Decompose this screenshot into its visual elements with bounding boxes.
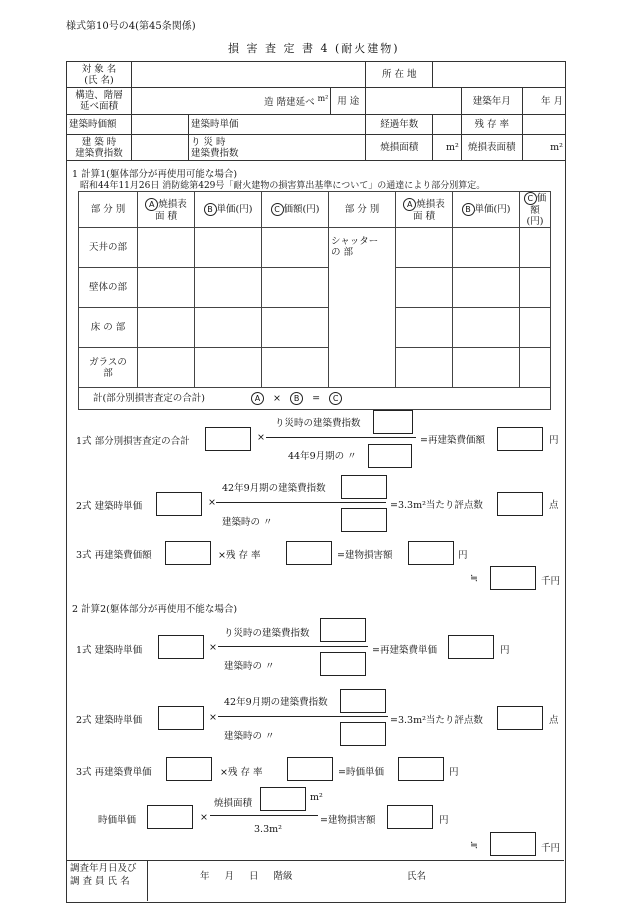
f2-num-box[interactable] xyxy=(341,475,387,499)
f3-input[interactable] xyxy=(165,541,211,565)
f3-rate-box[interactable] xyxy=(286,541,332,565)
c2f3-rate-box[interactable] xyxy=(287,757,333,781)
yen-label: 円 xyxy=(500,645,510,656)
built-cost-index-field[interactable] xyxy=(132,135,189,161)
c2f2-label: 2式 建築時単価 xyxy=(76,715,143,726)
point-label: 点 xyxy=(549,715,559,726)
built-cost-index-label: 建 築 時 建築費指数 xyxy=(67,135,132,161)
cell[interactable] xyxy=(453,228,520,268)
c2f2-fraction-line xyxy=(218,716,388,717)
yen-label: 円 xyxy=(458,550,468,561)
residual-rate-label: 残 存 率 xyxy=(461,115,522,135)
c2f4-approx-box[interactable] xyxy=(490,832,536,856)
cell[interactable] xyxy=(195,348,262,388)
part-shutter: シャッター の 部 xyxy=(329,228,396,388)
col-unit-price-r: B 単価(円) xyxy=(453,192,520,228)
cell[interactable] xyxy=(396,308,453,348)
footer-divider xyxy=(147,860,148,901)
c2f3-mid: ×残 存 率 xyxy=(220,767,263,778)
calc1-note: 昭和44年11月26日 消防総第429号「耐火建物の損害算出基準について」の通達により部分別算定。 xyxy=(80,181,486,191)
form-number: 様式第10号の4(第45条関係) xyxy=(66,21,196,32)
col-area: A 焼損表 面 積 xyxy=(138,192,195,228)
footer-line xyxy=(66,860,564,861)
f1-den-box[interactable] xyxy=(368,444,412,468)
built-unit-price-label: 建築時単価 xyxy=(189,115,366,135)
location-label: 所 在 地 xyxy=(366,62,433,88)
page-title: 損 害 査 定 書 4 (耐火建物) xyxy=(228,42,400,55)
c2f2-num-box[interactable] xyxy=(340,689,386,713)
c2f4-label: 時価単価 xyxy=(98,815,137,826)
cell[interactable] xyxy=(195,268,262,308)
c2f1-result-box[interactable] xyxy=(448,635,494,659)
f1-fraction-line xyxy=(266,437,416,438)
c2f4-result: =建物損害額 xyxy=(320,815,376,826)
c2f1-num-box[interactable] xyxy=(320,618,366,642)
col-value: C 価額(円) xyxy=(262,192,329,228)
burned-area-label: 焼損面積 xyxy=(366,135,433,161)
part-glass: ガラスの 部 xyxy=(79,348,138,388)
thousand-yen-label: 千円 xyxy=(541,843,561,854)
c2f3-label: 3式 再建築費単価 xyxy=(76,767,152,778)
f2-num: 42年9月期の建築費指数 xyxy=(222,483,326,494)
c2f1-den: 建築時の 〃 xyxy=(224,661,275,672)
part-floor: 床 の 部 xyxy=(79,308,138,348)
c2f3-input[interactable] xyxy=(166,757,212,781)
cell[interactable] xyxy=(453,268,520,308)
top-info-table xyxy=(66,61,566,161)
thousand-yen-label: 千円 xyxy=(541,576,561,587)
cell[interactable] xyxy=(195,228,262,268)
c2f1-result: =再建築費単価 xyxy=(372,645,437,656)
cell[interactable] xyxy=(262,308,329,348)
f3-label: 3式 再建築費価額 xyxy=(76,550,152,561)
cell[interactable] xyxy=(138,228,195,268)
f2-result-box[interactable] xyxy=(497,492,543,516)
c2f3-result-box[interactable] xyxy=(398,757,444,781)
f2-result: =3.3m²当たり評点数 xyxy=(390,500,483,511)
burned-area-field[interactable]: m² xyxy=(433,135,462,161)
c2f4-num-unit: m² xyxy=(310,792,323,803)
c2f1-times: × xyxy=(209,642,217,653)
yen-label: 円 xyxy=(549,435,559,446)
cell[interactable] xyxy=(262,268,329,308)
c2f1-num: り災時の建築費指数 xyxy=(224,628,310,639)
c2f1-den-box[interactable] xyxy=(320,652,366,676)
cell[interactable] xyxy=(195,308,262,348)
col-area-r: A 焼損表 面 積 xyxy=(396,192,453,228)
c2f3-result: =時価単価 xyxy=(338,767,384,778)
built-year-label: 建築年月 xyxy=(461,88,522,115)
c2f1-label: 1式 建築時単価 xyxy=(76,645,143,656)
f1-result: =再建築費価額 xyxy=(420,435,485,446)
approx-label: ≒ xyxy=(470,573,478,584)
burned-surface-label: 焼損表面積 xyxy=(461,135,522,161)
c2f4-den: 3.3m² xyxy=(254,824,282,835)
location-field[interactable] xyxy=(433,62,566,88)
f1-input[interactable] xyxy=(205,427,251,451)
footer-date[interactable]: 年 月 日 階級 xyxy=(200,871,293,882)
approx-label: ≒ xyxy=(470,840,478,851)
target-name-field[interactable] xyxy=(132,62,366,88)
cell[interactable] xyxy=(520,268,551,308)
f1-num-box[interactable] xyxy=(373,410,413,434)
f2-label: 2式 建築時単価 xyxy=(76,501,143,512)
parts-table xyxy=(78,191,551,410)
f2-den: 建築時の 〃 xyxy=(222,517,273,528)
c2f4-num-box[interactable] xyxy=(260,787,306,811)
built-value-field[interactable] xyxy=(132,115,189,135)
cell[interactable] xyxy=(396,228,453,268)
f3-approx-box[interactable] xyxy=(490,566,536,590)
f2-den-box[interactable] xyxy=(341,508,387,532)
col-unit-price: B 単価(円) xyxy=(195,192,262,228)
c2f4-input[interactable] xyxy=(147,805,193,829)
structure-field[interactable]: 造 階建延べ $^{m^2}$ xyxy=(132,88,331,115)
residual-rate-field[interactable] xyxy=(522,115,565,135)
yen-label: 円 xyxy=(439,815,449,826)
c2f2-result-box[interactable] xyxy=(497,706,543,730)
f3-result: =建物損害額 xyxy=(337,550,393,561)
use-label: 用 途 xyxy=(331,88,366,115)
col-value-r: C 価額(円) xyxy=(520,192,551,228)
f1-den: 44年9月期の 〃 xyxy=(288,451,357,462)
cell[interactable] xyxy=(453,308,520,348)
target-name-label: 対 象 名 (氏 名) xyxy=(67,62,132,88)
structure-label: 構造、階層 延べ面積 xyxy=(67,88,132,115)
f2-times: × xyxy=(208,497,216,508)
cell[interactable] xyxy=(520,228,551,268)
calc1-heading: 1 計算1(躯体部分が再使用可能な場合) xyxy=(72,169,238,180)
c2f2-result: =3.3m²当たり評点数 xyxy=(390,715,483,726)
cell[interactable] xyxy=(520,308,551,348)
part-wall: 壁体の部 xyxy=(79,268,138,308)
cell[interactable] xyxy=(453,348,520,388)
c2f2-times: × xyxy=(209,712,217,723)
footer-label: 調査年月日及び 調 査 員 氏 名 xyxy=(70,863,137,887)
f3-mid: ×残 存 率 xyxy=(218,550,261,561)
use-field[interactable] xyxy=(366,88,462,115)
built-year-field[interactable]: 年 月 xyxy=(522,88,565,115)
f3-result-box[interactable] xyxy=(408,541,454,565)
yen-label: 円 xyxy=(449,767,459,778)
f1-num: り災時の建築費指数 xyxy=(275,418,361,429)
cell[interactable] xyxy=(396,348,453,388)
f2-fraction-line xyxy=(216,502,386,503)
c2f1-input[interactable] xyxy=(158,635,204,659)
calc2-heading: 2 計算2(躯体部分が再使用不能な場合) xyxy=(72,604,238,615)
cell[interactable] xyxy=(396,268,453,308)
c2f4-fraction-line xyxy=(210,815,318,816)
f2-input[interactable] xyxy=(156,492,202,516)
col-part-r: 部 分 別 xyxy=(329,192,396,228)
total-row: 計(部分別損害査定の合計) A × B = C xyxy=(79,388,551,410)
c2f2-num: 42年9月期の建築費指数 xyxy=(224,697,328,708)
c2f4-num: 焼損面積 xyxy=(214,798,253,809)
cell[interactable] xyxy=(138,348,195,388)
cell[interactable] xyxy=(138,308,195,348)
c2f2-den: 建築時の 〃 xyxy=(224,731,275,742)
point-label: 点 xyxy=(549,500,559,511)
cell[interactable] xyxy=(262,348,329,388)
built-value-label: 建築時価額 xyxy=(67,115,132,135)
c2f4-result-box[interactable] xyxy=(387,805,433,829)
c2f2-input[interactable] xyxy=(158,706,204,730)
c2f1-fraction-line xyxy=(218,646,368,647)
elapsed-years-label: 経過年数 xyxy=(366,115,433,135)
cell[interactable] xyxy=(520,348,551,388)
part-ceiling: 天井の部 xyxy=(79,228,138,268)
footer-name[interactable]: 氏名 xyxy=(407,871,427,882)
f1-times: × xyxy=(257,432,265,443)
burned-surface-field[interactable]: m² xyxy=(522,135,565,161)
f1-result-box[interactable] xyxy=(497,427,543,451)
c2f4-times: × xyxy=(200,812,208,823)
cell[interactable] xyxy=(262,228,329,268)
col-part: 部 分 別 xyxy=(79,192,138,228)
f1-label: 1式 部分別損害査定の合計 xyxy=(76,436,190,447)
cell[interactable] xyxy=(138,268,195,308)
c2f2-den-box[interactable] xyxy=(340,722,386,746)
disaster-cost-index-label: り 災 時 建築費指数 xyxy=(189,135,366,161)
elapsed-years-field[interactable] xyxy=(433,115,462,135)
